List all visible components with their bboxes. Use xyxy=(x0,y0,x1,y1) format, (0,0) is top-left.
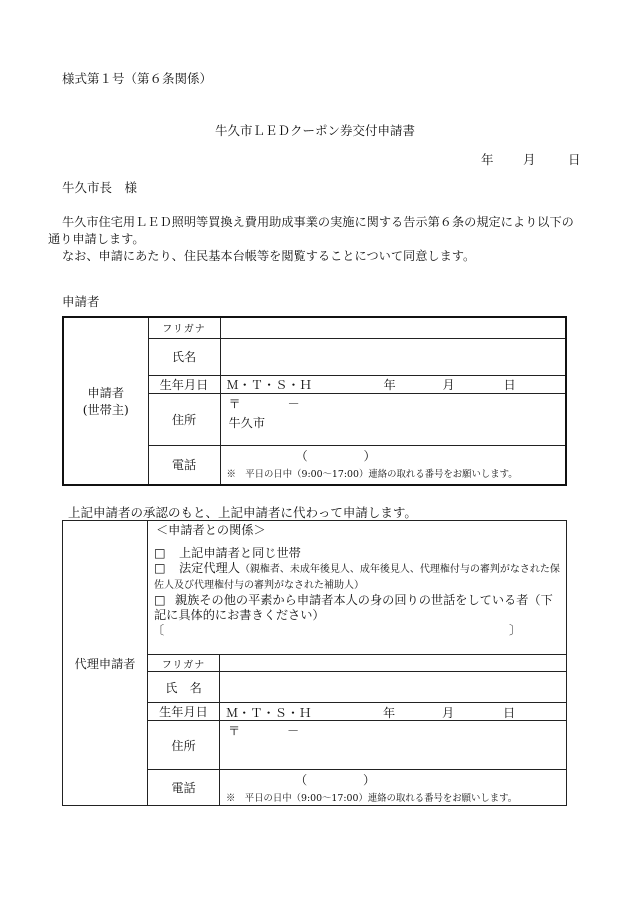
proxy-dob-day: 日 xyxy=(503,705,516,720)
proxy-postal-mark: 〒 xyxy=(228,724,241,738)
proxy-dob-month: 月 xyxy=(442,705,455,720)
proxy-phone-note: ※ 平日の日中（9:00～17:00）連絡の取れる番号をお願いします。 xyxy=(226,792,518,804)
proxy-intro: 上記申請者の承認のもと、上記申請者に代わって申請します。 xyxy=(68,505,417,520)
date-year-label: 年 xyxy=(481,152,494,167)
bracket-open: 〔 xyxy=(152,623,165,637)
relation-detail-field[interactable] xyxy=(154,623,560,639)
applicant-phone-note: ※ 平日の日中（9:00～17:00）連絡の取れる番号をお願いします。 xyxy=(226,468,518,480)
applicant-row-header xyxy=(63,317,148,485)
applicant-dob-year: 年 xyxy=(383,378,396,392)
applicant-address-prefill: 牛久市 xyxy=(228,415,266,430)
option-text: 親族その他の平素から申請者本人の身の回りの世話をしている者（下記に具体的にお書きください） xyxy=(154,593,553,622)
applicant-postal-mark: 〒 xyxy=(228,396,241,411)
relation-option-caretaker[interactable] xyxy=(154,593,560,623)
date-day-label: 日 xyxy=(568,152,581,167)
applicant-furigana-field[interactable] xyxy=(220,317,566,338)
applicant-dob-field[interactable] xyxy=(220,375,566,393)
applicant-phone-field[interactable] xyxy=(220,445,566,485)
proxy-phone-label: 電話 xyxy=(148,770,220,806)
proxy-address-field[interactable] xyxy=(220,721,567,770)
date-month-label: 月 xyxy=(523,152,536,167)
relation-option-same-household[interactable] xyxy=(154,546,560,561)
proxy-name-label: 氏 名 xyxy=(148,672,220,703)
proxy-furigana-field[interactable] xyxy=(220,655,567,672)
applicant-name-label: 氏名 xyxy=(148,338,220,375)
proxy-table xyxy=(62,520,567,806)
applicant-dob-day: 日 xyxy=(503,378,516,392)
body-paragraph-2: なお、申請にあたり、住民基本台帳等を閲覧することについて同意します。 xyxy=(62,249,476,263)
proxy-relation-cell xyxy=(148,521,567,655)
applicant-header-line2: (世帯主) xyxy=(82,403,129,417)
proxy-phone-close: ） xyxy=(363,772,376,787)
form-number: 様式第１号（第６条関係） xyxy=(62,71,213,86)
checkbox-icon[interactable]: □ xyxy=(154,561,166,575)
checkbox-icon[interactable]: □ xyxy=(154,546,166,560)
proxy-address-label: 住所 xyxy=(148,721,220,770)
proxy-dob-year: 年 xyxy=(383,705,396,720)
applicant-section-label: 申請者 xyxy=(62,294,100,309)
applicant-era-options: Ｍ・Ｔ・Ｓ・Ｈ xyxy=(226,378,312,392)
option-note: （親権者、未成年後見人、成年後見人、代理権付与の審判がなされた保佐人及び代理権付与の審判がなされた補助人） xyxy=(154,564,560,591)
relation-option-legal-rep[interactable] xyxy=(154,561,560,593)
checkbox-icon[interactable]: □ xyxy=(154,593,166,607)
option-text: 法定代理人 xyxy=(179,561,240,575)
applicant-postal-dash: － xyxy=(287,396,300,411)
applicant-table xyxy=(62,316,567,486)
applicant-furigana-label: フリガナ xyxy=(148,317,220,338)
applicant-phone-label: 電話 xyxy=(148,445,220,485)
proxy-furigana-label: フリガナ xyxy=(148,655,220,672)
body-paragraph-1: 牛久市住宅用ＬＥＤ照明等買換え費用助成事業の実施に関する告示第６条の規定により以下の通り申請します。 xyxy=(48,215,574,246)
addressee: 牛久市長 様 xyxy=(62,180,138,195)
applicant-address-field[interactable] xyxy=(220,393,566,445)
proxy-phone-open: （ xyxy=(295,772,308,787)
bracket-close: 〕 xyxy=(509,623,522,637)
applicant-name-field[interactable] xyxy=(220,338,566,375)
option-text: 上記申請者と同じ世帯 xyxy=(179,546,301,560)
proxy-dob-field[interactable] xyxy=(220,703,567,721)
applicant-header-line1: 申請者 xyxy=(87,386,125,400)
applicant-dob-month: 月 xyxy=(442,378,455,392)
proxy-phone-field[interactable] xyxy=(220,770,567,806)
proxy-name-field[interactable] xyxy=(220,672,567,703)
proxy-dob-label: 生年月日 xyxy=(148,703,220,721)
proxy-postal-dash: － xyxy=(287,724,300,738)
proxy-row-header: 代理申請者 xyxy=(63,521,148,806)
proxy-relation-heading: ＜申請者との関係＞ xyxy=(156,523,266,537)
applicant-dob-label: 生年月日 xyxy=(148,375,220,393)
applicant-phone-open: （ xyxy=(295,448,308,463)
form-title: 牛久市ＬＥＤクーポン券交付申請書 xyxy=(214,123,415,138)
applicant-phone-close: ） xyxy=(363,448,376,463)
applicant-address-label: 住所 xyxy=(148,393,220,445)
proxy-era-options: Ｍ・Ｔ・Ｓ・Ｈ xyxy=(226,705,312,720)
